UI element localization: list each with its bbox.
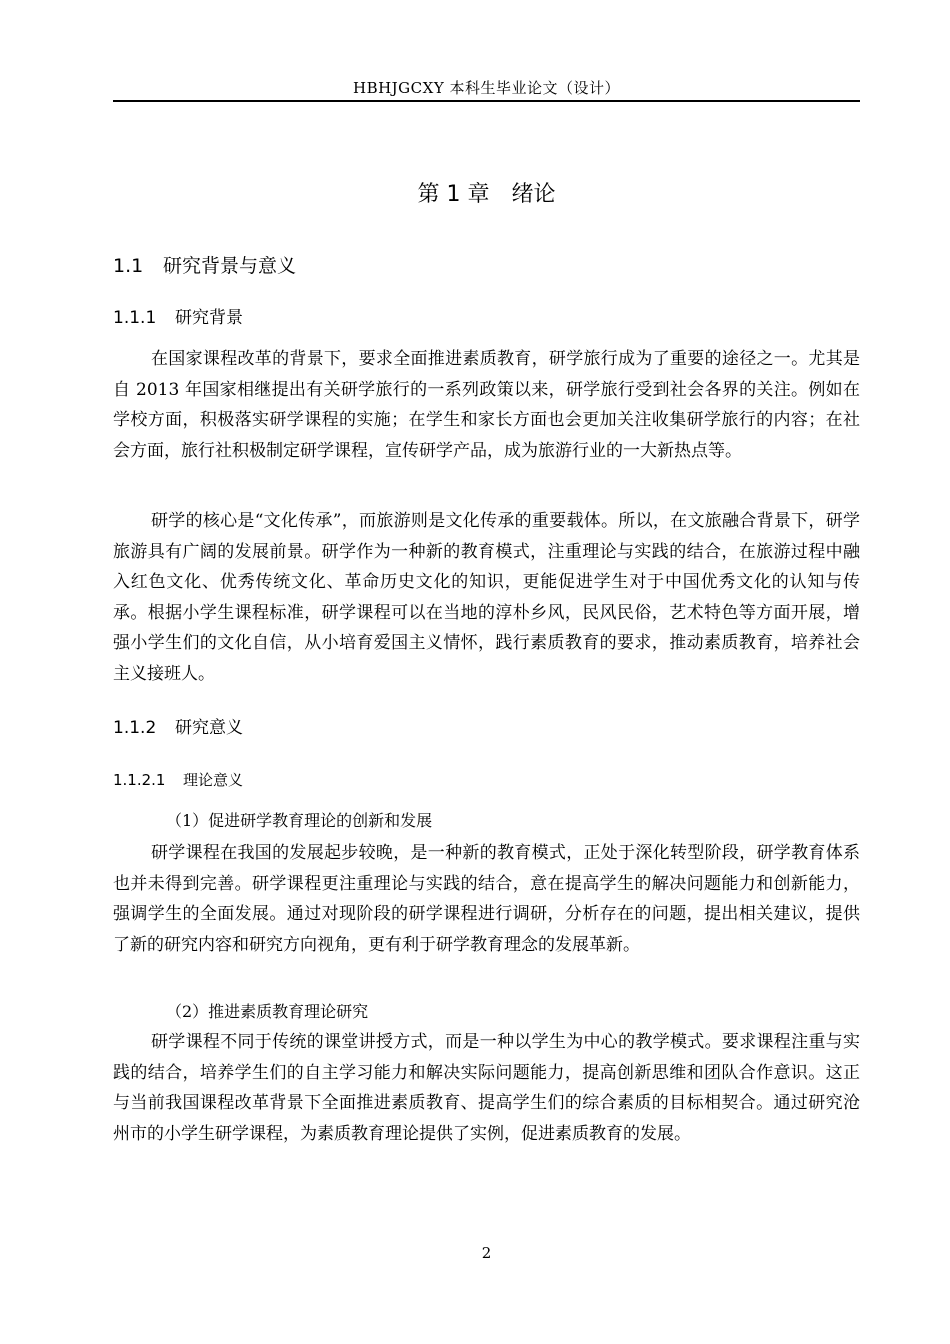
paragraph-theory-2: 研学课程不同于传统的课堂讲授方式，而是一种以学生为中心的教学模式。要求课程注重与实践的结合，培养学生们的自主学习能力和解决实际问题能力，提高创新思维和团队合作意识。这正与当前我国课程改革背景下全面推进素质教育、提高学生们的综合素质的目标相契合。通过研究沧州市的小学生研学课程，为素质教育理论提供了实例，促进素质教育的发展。 xyxy=(113,1032,860,1144)
subsubsection-title: 理论意义 xyxy=(183,771,244,789)
subsection-number: 1.1.1 xyxy=(113,308,157,328)
list-item-label: （2）推进素质教育理论研究 xyxy=(166,1002,369,1021)
running-header: HBHJGCXY 本科生毕业论文（设计） xyxy=(352,79,620,97)
list-item-label: （1）促进研学教育理论的创新和发展 xyxy=(166,811,433,830)
subsection-heading-background xyxy=(113,306,243,330)
paragraph-background-2: 研学的核心是“文化传承”，而旅游则是文化传承的重要载体。所以，在文旅融合背景下，研学旅游具有广阔的发展前景。研学作为一种新的教育模式，注重理论与实践的结合，在旅游过程中融入红色文化、优秀传统文化、革命历史文化的知识，更能促进学生对于中国优秀文化的认知与传承。根据小学生课程标准，研学课程可以在当地的淳朴乡风，民风民俗，艺术特色等方面开展，增强小学生们的文化自信，从小培育爱国主义情怀，践行素质教育的要求，推动素质教育，培养社会主义接班人。 xyxy=(113,511,860,684)
paragraph-theory-1: 研学课程在我国的发展起步较晚，是一种新的教育模式，正处于深化转型阶段，研学教育体系也并未得到完善。研学课程更注重理论与实践的结合，意在提高学生的解决问题能力和创新能力，强调学生的全面发展。通过对现阶段的研学课程进行调研，分析存在的问题，提出相关建议，提供了新的研究内容和研究方向视角，更有利于研学教育理念的发展革新。 xyxy=(113,843,860,955)
paragraph-background-1: 在国家课程改革的背景下，要求全面推进素质教育，研学旅行成为了重要的途径之一。尤其是自 2013 年国家相继提出有关研学旅行的一系列政策以来，研学旅行受到社会各界的关注。例如在学校方面，积极落实研学课程的实施；在学生和家长方面也会更加关注收集研学旅行的内容；在社会方面，旅行社积极制定研学课程，宣传研学产品，成为旅游行业的一大新热点等。 xyxy=(113,349,860,461)
subsection-title: 研究意义 xyxy=(175,718,243,738)
section-title: 研究背景与意义 xyxy=(163,255,297,277)
section-heading xyxy=(113,253,296,279)
subsubsection-heading-theory xyxy=(113,769,243,791)
subsubsection-number: 1.1.2.1 xyxy=(113,771,166,789)
subsection-title: 研究背景 xyxy=(175,308,243,328)
chapter-number: 第 1 章 xyxy=(417,182,490,207)
page-number: 2 xyxy=(481,1244,492,1262)
section-number: 1.1 xyxy=(113,255,144,277)
subsection-number: 1.1.2 xyxy=(113,718,157,738)
header-divider xyxy=(113,100,860,102)
subsection-heading-significance xyxy=(113,716,243,740)
chapter-name: 绪论 xyxy=(511,182,556,207)
chapter-title xyxy=(113,180,860,210)
